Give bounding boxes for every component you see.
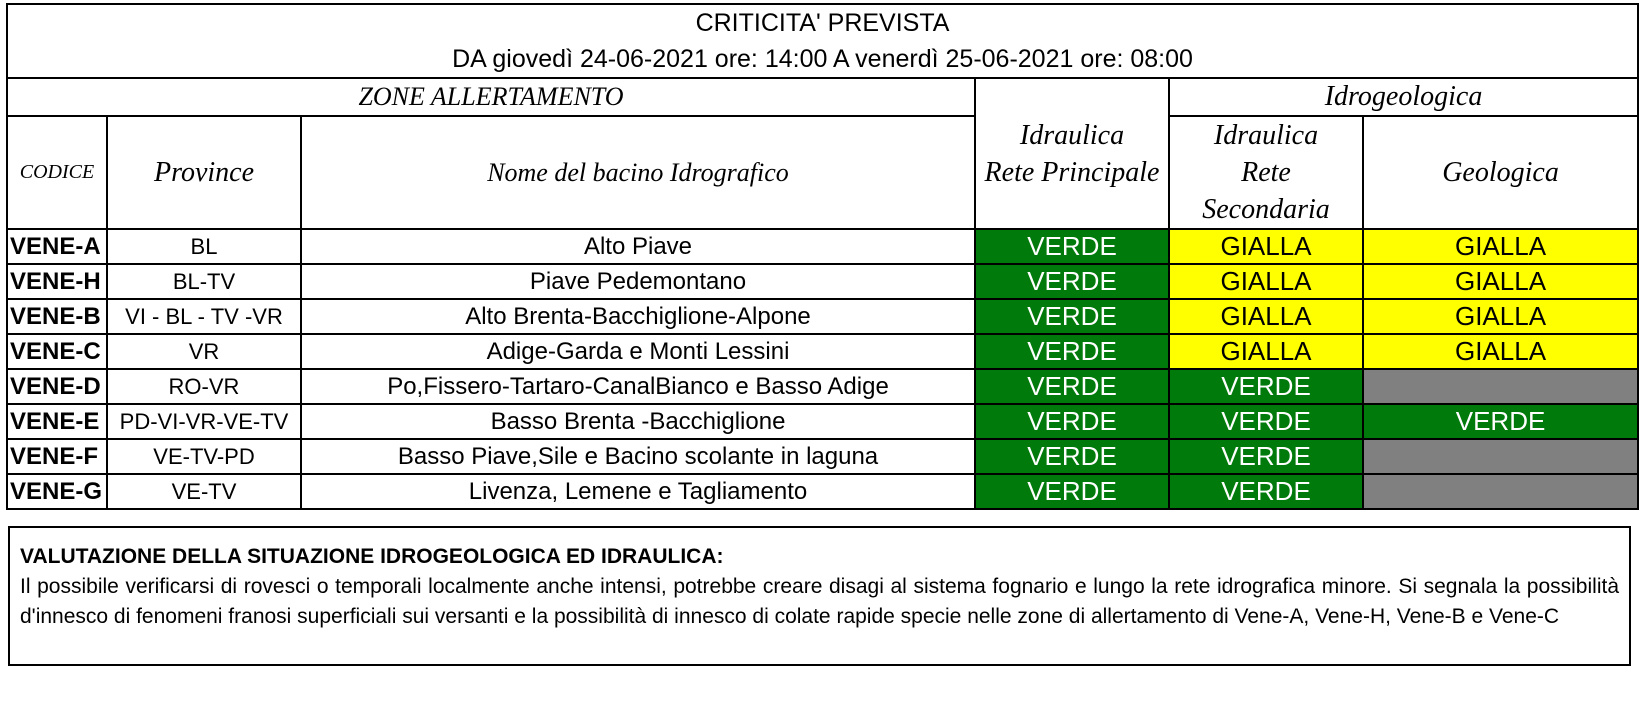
table-row bbox=[7, 334, 1638, 369]
level-geologica: GIALLA bbox=[1363, 264, 1638, 299]
level-idraulica-principale: VERDE bbox=[975, 334, 1169, 369]
zone-code: VENE-F bbox=[7, 439, 107, 474]
level-idraulica-secondaria: GIALLA bbox=[1169, 334, 1363, 369]
zone-code: VENE-H bbox=[7, 264, 107, 299]
zone-basin-name: Po,Fissero-Tartaro-CanalBianco e Basso Adige bbox=[301, 369, 975, 404]
level-idraulica-secondaria: GIALLA bbox=[1169, 229, 1363, 264]
code-header: CODICE bbox=[7, 116, 107, 229]
zone-code: VENE-B bbox=[7, 299, 107, 334]
report-period: DA giovedì 24-06-2021 ore: 14:00 A venerdì 25-06-2021 ore: 08:00 bbox=[452, 45, 1193, 73]
level-idraulica-secondaria: VERDE bbox=[1169, 369, 1363, 404]
idraulica-principale-header bbox=[975, 78, 1169, 229]
level-geologica: GIALLA bbox=[1363, 299, 1638, 334]
level-geologica bbox=[1363, 369, 1638, 404]
report-title: CRITICITA' PREVISTA bbox=[695, 9, 950, 37]
level-idraulica-secondaria: GIALLA bbox=[1169, 299, 1363, 334]
idraulica-principale-line1: Idraulica bbox=[1019, 119, 1125, 151]
level-idraulica-secondaria: VERDE bbox=[1169, 439, 1363, 474]
zone-basin-name: Basso Piave,Sile e Bacino scolante in laguna bbox=[301, 439, 975, 474]
geologica-header: Geologica bbox=[1363, 116, 1638, 229]
zone-basin-name: Piave Pedemontano bbox=[301, 264, 975, 299]
level-idraulica-principale: VERDE bbox=[975, 229, 1169, 264]
table-row bbox=[7, 474, 1638, 509]
level-geologica: GIALLA bbox=[1363, 334, 1638, 369]
zone-provinces: VE-TV bbox=[107, 474, 301, 509]
idraulica-principale-line2: Rete Principale bbox=[984, 156, 1160, 188]
level-idraulica-principale: VERDE bbox=[975, 439, 1169, 474]
table-row bbox=[7, 264, 1638, 299]
zone-provinces: VI - BL - TV -VR bbox=[107, 299, 301, 334]
idraulica-secondaria-line1: Idraulica bbox=[1213, 120, 1319, 151]
idraulica-secondaria-line2: Rete bbox=[1241, 157, 1291, 188]
provinces-header: Province bbox=[107, 116, 301, 229]
level-idraulica-principale: VERDE bbox=[975, 404, 1169, 439]
alert-rows bbox=[7, 229, 1638, 509]
zone-basin-name: Livenza, Lemene e Tagliamento bbox=[301, 474, 975, 509]
table-row bbox=[7, 299, 1638, 334]
level-geologica: VERDE bbox=[1363, 404, 1638, 439]
level-idraulica-principale: VERDE bbox=[975, 369, 1169, 404]
level-idraulica-secondaria: VERDE bbox=[1169, 404, 1363, 439]
basin-header: Nome del bacino Idrografico bbox=[301, 116, 975, 229]
zone-provinces: BL-TV bbox=[107, 264, 301, 299]
zone-code: VENE-A bbox=[7, 229, 107, 264]
zone-code: VENE-C bbox=[7, 334, 107, 369]
evaluation-title: VALUTAZIONE DELLA SITUAZIONE IDROGEOLOGICA ED IDRAULICA: bbox=[20, 545, 724, 568]
table-row bbox=[7, 404, 1638, 439]
evaluation-box bbox=[8, 526, 1631, 666]
zone-basin-name: Adige-Garda e Monti Lessini bbox=[301, 334, 975, 369]
zone-provinces: PD-VI-VR-VE-TV bbox=[107, 404, 301, 439]
level-idraulica-principale: VERDE bbox=[975, 474, 1169, 509]
evaluation-text: Il possibile verificarsi di rovesci o temporali localmente anche intensi, potrebbe creare disagi al sistema fognario e lungo la rete idrografica minore. Si segnala la possibilità d'innesco di fenomeni franosi superficiali sui versanti e la possibilità di innesco di colate rapide specie nelle zone di allertamento di Vene-A, Vene-H, Vene-B e Vene-C bbox=[20, 575, 1619, 628]
level-idraulica-secondaria: VERDE bbox=[1169, 474, 1363, 509]
zone-code: VENE-E bbox=[7, 404, 107, 439]
level-idraulica-principale: VERDE bbox=[975, 264, 1169, 299]
zone-basin-name: Basso Brenta -Bacchiglione bbox=[301, 404, 975, 439]
zone-provinces: VR bbox=[107, 334, 301, 369]
idraulica-secondaria-line3: Secondaria bbox=[1202, 194, 1330, 225]
zone-provinces: VE-TV-PD bbox=[107, 439, 301, 474]
zone-provinces: RO-VR bbox=[107, 369, 301, 404]
report-title-cell bbox=[7, 4, 1638, 78]
zone-code: VENE-G bbox=[7, 474, 107, 509]
level-geologica: GIALLA bbox=[1363, 229, 1638, 264]
table-row bbox=[7, 369, 1638, 404]
level-idraulica-principale: VERDE bbox=[975, 299, 1169, 334]
zone-basin-name: Alto Brenta-Bacchiglione-Alpone bbox=[301, 299, 975, 334]
idraulica-secondaria-header bbox=[1169, 116, 1363, 229]
level-idraulica-secondaria: GIALLA bbox=[1169, 264, 1363, 299]
level-geologica bbox=[1363, 439, 1638, 474]
zone-code: VENE-D bbox=[7, 369, 107, 404]
level-geologica bbox=[1363, 474, 1638, 509]
zone-basin-name: Alto Piave bbox=[301, 229, 975, 264]
hydro-group-header: Idrogeologica bbox=[1169, 78, 1638, 116]
zone-provinces: BL bbox=[107, 229, 301, 264]
table-row bbox=[7, 439, 1638, 474]
alert-table bbox=[6, 3, 1639, 510]
zones-group-header: ZONE ALLERTAMENTO bbox=[7, 78, 975, 116]
table-row bbox=[7, 229, 1638, 264]
